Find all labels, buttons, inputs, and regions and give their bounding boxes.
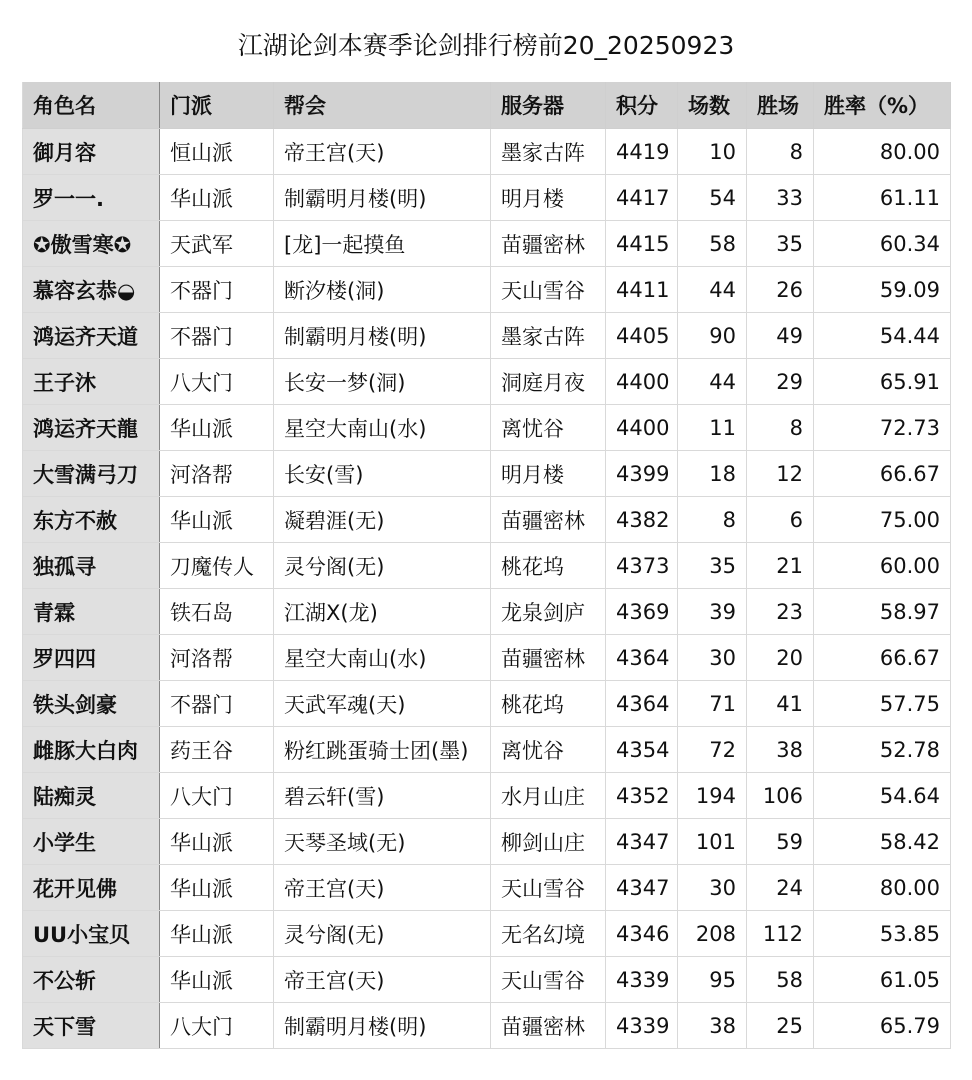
cell-role-name: 大雪满弓刀 xyxy=(23,451,160,497)
table-row xyxy=(23,313,951,359)
cell-score: 4369 xyxy=(606,589,678,635)
cell-games: 39 xyxy=(678,589,747,635)
cell-score: 4364 xyxy=(606,635,678,681)
cell-sect: 铁石岛 xyxy=(160,589,274,635)
cell-sect: 不器门 xyxy=(160,313,274,359)
cell-sect: 药王谷 xyxy=(160,727,274,773)
table-row xyxy=(23,405,951,451)
cell-win-rate: 61.05 xyxy=(814,957,951,1003)
column-header-server: 服务器 xyxy=(491,82,606,129)
table-row xyxy=(23,451,951,497)
cell-wins: 23 xyxy=(747,589,814,635)
table-row xyxy=(23,175,951,221)
cell-score: 4411 xyxy=(606,267,678,313)
cell-server: 离忧谷 xyxy=(491,727,606,773)
column-header-wins: 胜场 xyxy=(747,82,814,129)
cell-wins: 25 xyxy=(747,1003,814,1049)
cell-guild: 粉红跳蛋骑士团(墨) xyxy=(274,727,491,773)
cell-wins: 21 xyxy=(747,543,814,589)
cell-server: 桃花坞 xyxy=(491,543,606,589)
cell-server: 明月楼 xyxy=(491,175,606,221)
cell-score: 4419 xyxy=(606,129,678,175)
cell-games: 208 xyxy=(678,911,747,957)
cell-guild: 制霸明月楼(明) xyxy=(274,1003,491,1049)
table-row xyxy=(23,911,951,957)
cell-win-rate: 61.11 xyxy=(814,175,951,221)
cell-games: 90 xyxy=(678,313,747,359)
cell-role-name: 东方不赦 xyxy=(23,497,160,543)
cell-guild: 制霸明月楼(明) xyxy=(274,313,491,359)
cell-score: 4347 xyxy=(606,819,678,865)
cell-wins: 59 xyxy=(747,819,814,865)
cell-sect: 华山派 xyxy=(160,497,274,543)
cell-server: 天山雪谷 xyxy=(491,865,606,911)
header-row xyxy=(23,82,951,129)
cell-role-name: 铁头剑豪 xyxy=(23,681,160,727)
cell-win-rate: 57.75 xyxy=(814,681,951,727)
cell-win-rate: 66.67 xyxy=(814,451,951,497)
cell-guild: 帝王宫(天) xyxy=(274,957,491,1003)
cell-sect: 刀魔传人 xyxy=(160,543,274,589)
table-row xyxy=(23,129,951,175)
cell-wins: 12 xyxy=(747,451,814,497)
cell-server: 柳剑山庄 xyxy=(491,819,606,865)
cell-server: 洞庭月夜 xyxy=(491,359,606,405)
cell-role-name: 罗一一. xyxy=(23,175,160,221)
cell-games: 71 xyxy=(678,681,747,727)
cell-win-rate: 80.00 xyxy=(814,865,951,911)
ranking-table xyxy=(22,82,951,1049)
cell-guild: 制霸明月楼(明) xyxy=(274,175,491,221)
cell-wins: 58 xyxy=(747,957,814,1003)
cell-wins: 38 xyxy=(747,727,814,773)
cell-win-rate: 52.78 xyxy=(814,727,951,773)
cell-sect: 天武军 xyxy=(160,221,274,267)
cell-server: 墨家古阵 xyxy=(491,129,606,175)
cell-score: 4400 xyxy=(606,405,678,451)
cell-role-name: ✪傲雪寒✪ xyxy=(23,221,160,267)
cell-role-name: 独孤寻 xyxy=(23,543,160,589)
cell-wins: 49 xyxy=(747,313,814,359)
cell-sect: 不器门 xyxy=(160,267,274,313)
cell-sect: 华山派 xyxy=(160,819,274,865)
cell-wins: 112 xyxy=(747,911,814,957)
cell-server: 桃花坞 xyxy=(491,681,606,727)
cell-guild: 长安(雪) xyxy=(274,451,491,497)
cell-score: 4346 xyxy=(606,911,678,957)
cell-wins: 33 xyxy=(747,175,814,221)
cell-wins: 8 xyxy=(747,129,814,175)
cell-server: 天山雪谷 xyxy=(491,267,606,313)
cell-games: 58 xyxy=(678,221,747,267)
cell-games: 30 xyxy=(678,635,747,681)
cell-games: 38 xyxy=(678,1003,747,1049)
cell-win-rate: 65.91 xyxy=(814,359,951,405)
cell-sect: 八大门 xyxy=(160,1003,274,1049)
table-row xyxy=(23,819,951,865)
cell-win-rate: 53.85 xyxy=(814,911,951,957)
cell-role-name: 鸿运齐天道 xyxy=(23,313,160,359)
cell-role-name: 鸿运齐天龍 xyxy=(23,405,160,451)
cell-server: 离忧谷 xyxy=(491,405,606,451)
table-row xyxy=(23,727,951,773)
cell-role-name: 天下雪 xyxy=(23,1003,160,1049)
column-header-sect: 门派 xyxy=(160,82,274,129)
cell-server: 墨家古阵 xyxy=(491,313,606,359)
cell-sect: 华山派 xyxy=(160,911,274,957)
cell-role-name: 小学生 xyxy=(23,819,160,865)
cell-games: 95 xyxy=(678,957,747,1003)
cell-server: 苗疆密林 xyxy=(491,1003,606,1049)
cell-guild: 断汐楼(洞) xyxy=(274,267,491,313)
cell-score: 4354 xyxy=(606,727,678,773)
cell-guild: 碧云轩(雪) xyxy=(274,773,491,819)
cell-score: 4400 xyxy=(606,359,678,405)
cell-role-name: 青霖 xyxy=(23,589,160,635)
cell-sect: 华山派 xyxy=(160,405,274,451)
table-row xyxy=(23,681,951,727)
table-row xyxy=(23,773,951,819)
cell-win-rate: 58.97 xyxy=(814,589,951,635)
cell-guild: 灵兮阁(无) xyxy=(274,911,491,957)
cell-guild: [龙]一起摸鱼 xyxy=(274,221,491,267)
cell-win-rate: 60.34 xyxy=(814,221,951,267)
cell-role-name: 王子沐 xyxy=(23,359,160,405)
table-row xyxy=(23,957,951,1003)
column-header-role-name: 角色名 xyxy=(23,82,160,129)
cell-server: 龙泉剑庐 xyxy=(491,589,606,635)
cell-guild: 帝王宫(天) xyxy=(274,865,491,911)
cell-sect: 不器门 xyxy=(160,681,274,727)
cell-games: 194 xyxy=(678,773,747,819)
cell-role-name: 御月容 xyxy=(23,129,160,175)
cell-wins: 6 xyxy=(747,497,814,543)
cell-role-name: 慕容玄恭◒ xyxy=(23,267,160,313)
cell-games: 101 xyxy=(678,819,747,865)
column-header-score: 积分 xyxy=(606,82,678,129)
cell-wins: 29 xyxy=(747,359,814,405)
table-row xyxy=(23,589,951,635)
cell-score: 4382 xyxy=(606,497,678,543)
cell-win-rate: 66.67 xyxy=(814,635,951,681)
cell-wins: 41 xyxy=(747,681,814,727)
cell-guild: 江湖X(龙) xyxy=(274,589,491,635)
cell-games: 35 xyxy=(678,543,747,589)
cell-server: 水月山庄 xyxy=(491,773,606,819)
table-row xyxy=(23,359,951,405)
cell-win-rate: 60.00 xyxy=(814,543,951,589)
cell-score: 4352 xyxy=(606,773,678,819)
cell-win-rate: 75.00 xyxy=(814,497,951,543)
cell-sect: 华山派 xyxy=(160,175,274,221)
cell-win-rate: 54.44 xyxy=(814,313,951,359)
cell-server: 明月楼 xyxy=(491,451,606,497)
cell-wins: 8 xyxy=(747,405,814,451)
cell-guild: 灵兮阁(无) xyxy=(274,543,491,589)
cell-games: 10 xyxy=(678,129,747,175)
table-row xyxy=(23,221,951,267)
cell-games: 8 xyxy=(678,497,747,543)
cell-sect: 河洛帮 xyxy=(160,451,274,497)
table-row xyxy=(23,497,951,543)
cell-sect: 河洛帮 xyxy=(160,635,274,681)
cell-guild: 凝碧涯(无) xyxy=(274,497,491,543)
cell-server: 苗疆密林 xyxy=(491,497,606,543)
cell-wins: 26 xyxy=(747,267,814,313)
cell-score: 4364 xyxy=(606,681,678,727)
cell-score: 4399 xyxy=(606,451,678,497)
cell-score: 4417 xyxy=(606,175,678,221)
cell-server: 苗疆密林 xyxy=(491,635,606,681)
cell-sect: 华山派 xyxy=(160,865,274,911)
cell-win-rate: 59.09 xyxy=(814,267,951,313)
cell-role-name: 陆痴灵 xyxy=(23,773,160,819)
cell-wins: 35 xyxy=(747,221,814,267)
table-row xyxy=(23,543,951,589)
column-header-guild: 帮会 xyxy=(274,82,491,129)
cell-wins: 20 xyxy=(747,635,814,681)
column-header-win-rate: 胜率（%） xyxy=(814,82,951,129)
cell-score: 4405 xyxy=(606,313,678,359)
cell-wins: 24 xyxy=(747,865,814,911)
cell-win-rate: 58.42 xyxy=(814,819,951,865)
cell-server: 苗疆密林 xyxy=(491,221,606,267)
cell-role-name: 雌豚大白肉 xyxy=(23,727,160,773)
cell-score: 4347 xyxy=(606,865,678,911)
cell-score: 4339 xyxy=(606,1003,678,1049)
cell-win-rate: 72.73 xyxy=(814,405,951,451)
cell-games: 72 xyxy=(678,727,747,773)
cell-games: 54 xyxy=(678,175,747,221)
cell-win-rate: 80.00 xyxy=(814,129,951,175)
page-title: 江湖论剑本赛季论剑排行榜前20_20250923 xyxy=(237,31,735,60)
cell-guild: 帝王宫(天) xyxy=(274,129,491,175)
column-header-games: 场数 xyxy=(678,82,747,129)
cell-games: 44 xyxy=(678,359,747,405)
cell-guild: 天琴圣域(无) xyxy=(274,819,491,865)
cell-wins: 106 xyxy=(747,773,814,819)
cell-role-name: 罗四四 xyxy=(23,635,160,681)
table-row xyxy=(23,635,951,681)
cell-sect: 八大门 xyxy=(160,773,274,819)
cell-server: 天山雪谷 xyxy=(491,957,606,1003)
cell-sect: 华山派 xyxy=(160,957,274,1003)
cell-games: 30 xyxy=(678,865,747,911)
cell-games: 18 xyxy=(678,451,747,497)
cell-win-rate: 65.79 xyxy=(814,1003,951,1049)
cell-win-rate: 54.64 xyxy=(814,773,951,819)
cell-guild: 星空大南山(水) xyxy=(274,635,491,681)
cell-score: 4373 xyxy=(606,543,678,589)
cell-games: 11 xyxy=(678,405,747,451)
cell-guild: 长安一梦(洞) xyxy=(274,359,491,405)
cell-guild: 星空大南山(水) xyxy=(274,405,491,451)
cell-role-name: 花开见佛 xyxy=(23,865,160,911)
cell-server: 无名幻境 xyxy=(491,911,606,957)
table-row xyxy=(23,267,951,313)
cell-score: 4415 xyxy=(606,221,678,267)
table-body xyxy=(23,129,951,1049)
cell-sect: 八大门 xyxy=(160,359,274,405)
cell-guild: 天武军魂(天) xyxy=(274,681,491,727)
cell-sect: 恒山派 xyxy=(160,129,274,175)
table-row xyxy=(23,1003,951,1049)
cell-role-name: 不公斩 xyxy=(23,957,160,1003)
table-row xyxy=(23,865,951,911)
cell-score: 4339 xyxy=(606,957,678,1003)
cell-games: 44 xyxy=(678,267,747,313)
cell-role-name: UU小宝贝 xyxy=(23,911,160,957)
